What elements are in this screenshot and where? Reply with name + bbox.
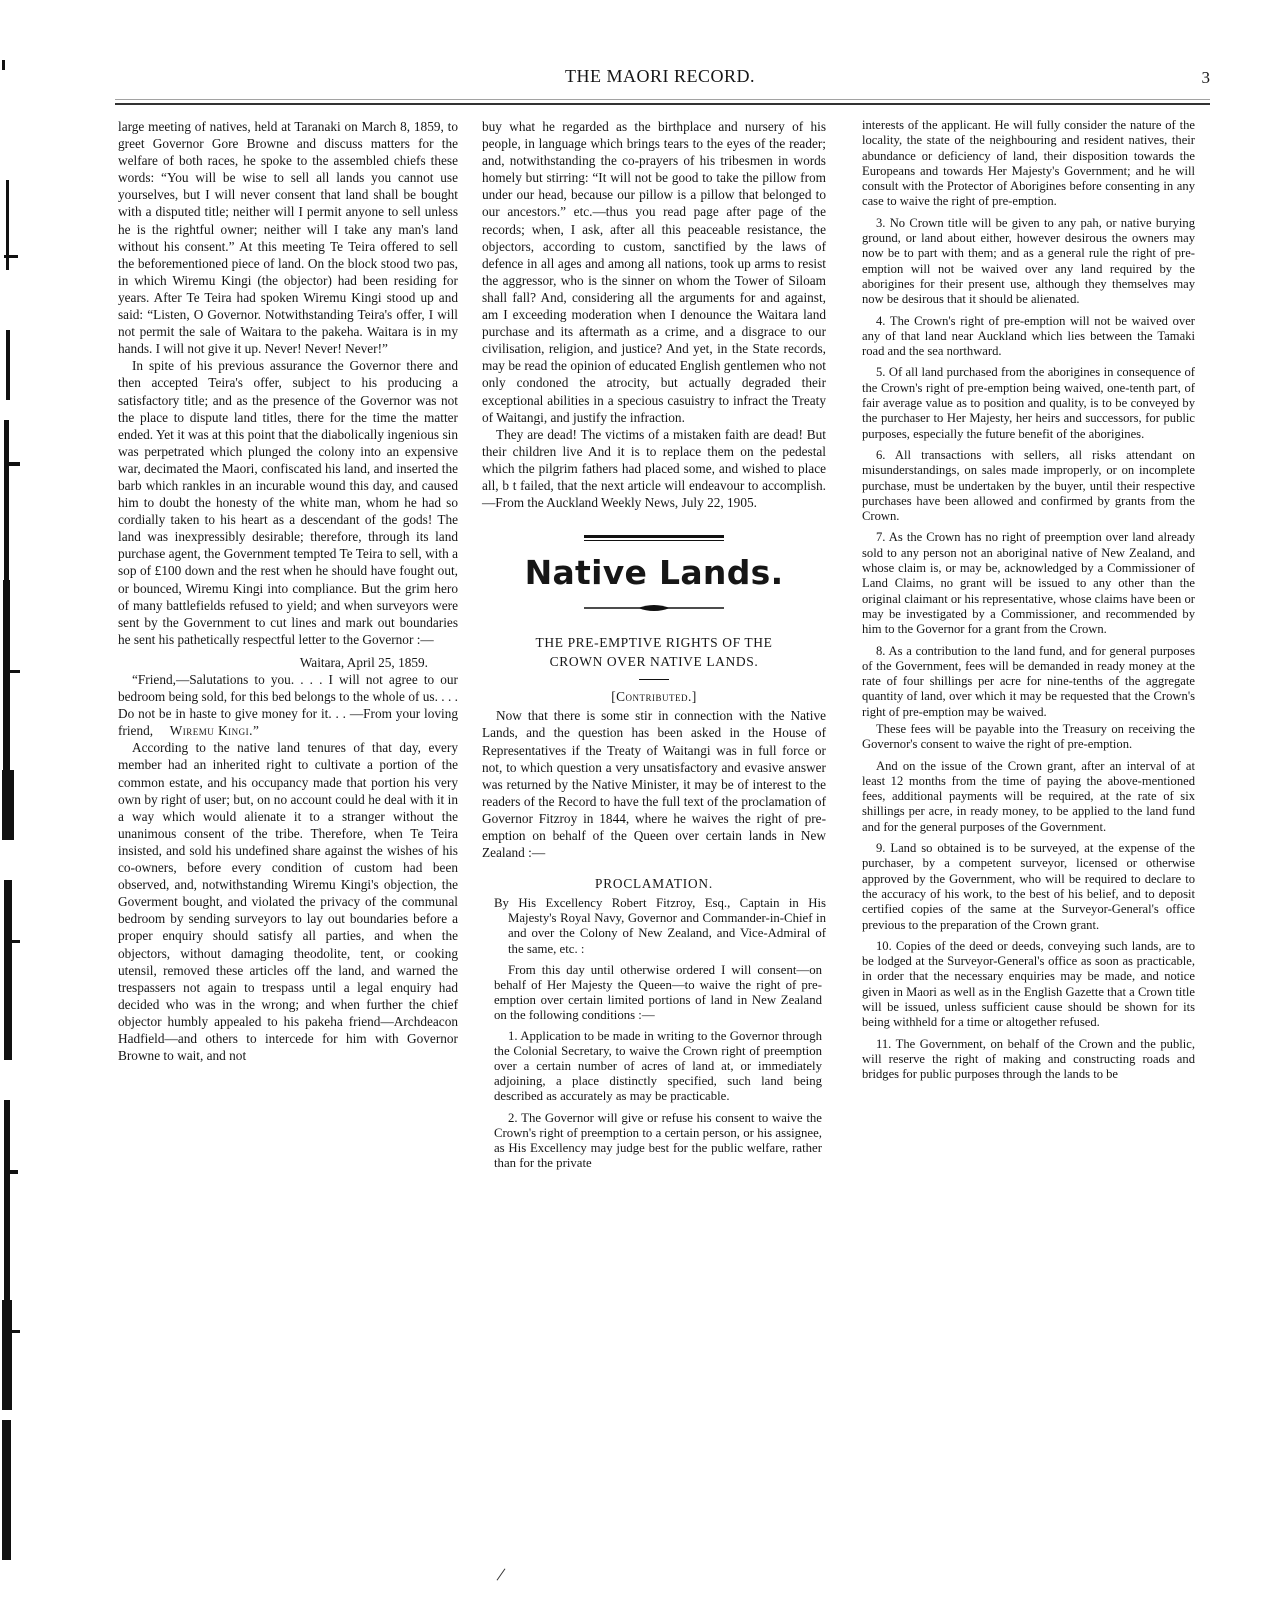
article-heading (482, 535, 826, 680)
body-paragraph: large meeting of natives, held at Taranaki on March 8, 1859, to greet Governor Gore Browne and discuss matters for the welfare of both races, he spoke to the assembled chiefs these words: “You will be wise to sell all lands you cannot use yourselves, but I will never consent that land shall be bought with a disputed title; neither will I permit anyone to sell unless he is the rightful owner; neither will I take any man's land without his consent.” At this meeting Te Teira offered to sell the beforementioned piece of land. On the block stood two pas, in which Wiremu Kingi (the objector) had been residing for years. After Te Teira had spoken Wiremu Kingi stood up and said: “Listen, O Governor. Notwithstanding Teira's offer, I will not permit the sale of Waitara to the pakeha. Waitara is in my hands. I will not give it up. Never! Never! Never!” (118, 119, 458, 357)
subtitle-line-1: THE PRE-EMPTIVE RIGHTS OF THE (535, 635, 773, 651)
condition-item: 1. Application to be made in writing to the Governor through the Colonial Secretary, to waive the Crown right of preemption over a certain number of acres of land at, or immediately adjoining, a place distinctly specified, such land being described as accurately as may be practicable. (494, 1029, 822, 1104)
proclamation-attribution: By His Excellency Robert Fitzroy, Esq., Captain in His Majesty's Royal Navy, Governor and Commander-in-Chief in and over the Colony of New Zealand, and Vice-Admiral of the same, etc. : (494, 896, 826, 956)
condition-item: 11. The Government, on behalf of the Crown and the public, will reserve the right of making and constructing roads and bridges for public purposes through the lands to be (862, 1036, 1195, 1082)
short-divider (639, 679, 669, 680)
condition-item: 2. The Governor will give or refuse his consent to waive the Crown's right of preemption to a certain person, or his assignee, as His Excellency may judge best for the public welfare, rather than for the private (494, 1110, 822, 1170)
article-intro: Now that there is some stir in connection with the Native Lands, and the question has been asked in the House of Representatives if the Treaty of Waitangi was in full force or not, to which question a very unsatisfactory and evasive answer was returned by the Native Minister, it may be of interest to the readers of the Record to have the full text of the proclamation of Governor Fitzroy in 1844, where he waives the right of pre-emption on behalf of the Queen over certain lands in New Zealand :— (482, 708, 826, 861)
body-paragraph: They are dead! The victims of a mistaken faith are dead! But their children live And it is to replace them on the pedestal which the pilgrim fathers had placed some, and wished to place all, b t failed, that the next article will endeavour to accomplish.—From the Auckland Weekly News, July 22, 1905. (482, 426, 826, 511)
column-2 (482, 118, 826, 1177)
scan-binding-edge (0, 0, 22, 1608)
fee-note: These fees will be payable into the Treasury on receiving the Governor's consent to waive the right of pre-emption. (862, 721, 1195, 752)
letter-dateline: Waitara, April 25, 1859. (299, 654, 428, 670)
header-rule-bottom (115, 103, 1210, 105)
header-rule-top (115, 99, 1210, 100)
condition-item: 7. As the Crown has no right of preemption over land already sold to any person not an aboriginal native of New Zealand, and whose claim is, or may be, acknowledged by a Commissioner of Land Claims, no grant will be issued to any other than the original claimant or his representative, whose claims have been or may be investigated by a Commissioner, and recommended by him to the Governor for a grant from the Crown. (862, 530, 1195, 637)
article-title: Native Lands. (524, 553, 784, 593)
condition-item: 6. All transactions with sellers, all risks attendant on misunderstandings, on sales made improperly, or on incomplete purchase, must be undertaken by the buyer, until their respective purchases have been allowed and confirmed by grants from the Crown. (862, 447, 1195, 524)
letter-signature: Wiremu Kingi.” (169, 723, 260, 739)
condition-continuation: interests of the applicant. He will fully consider the nature of the locality, the state of the neighbouring and resident natives, their abundance or deficiency of land, their disposition towards the Europeans and towards Her Majesty's Government; and he will consult with the Protector of Aborigines before consenting in any case to waive the right of pre-emption. (862, 118, 1195, 209)
letter-body: “Friend,—Salutations to you. . . . I will not agree to our bedroom being sold, for this bed belongs to the whole of us. . . . Do not be in haste to give money for it. . . —From your loving friend, (118, 672, 458, 739)
letter-quote (118, 671, 458, 739)
diamond-rule-ornament-icon (584, 601, 724, 615)
fee-note: And on the issue of the Crown grant, after an interval of at least 12 months from the time of paying the above-mentioned fees, additional payments will be required, at the rate of six shillings per acre, in ready money, to be applied to the land fund and for the general purposes of the Government. (862, 758, 1195, 834)
condition-item: 3. No Crown title will be given to any pah, or native burying ground, or land about either, however desirous the owners may now be to part with them; and as a general rule the right of pre-emption will not be waived over any land required by the aborigines for their present use, although they themselves may now be desirous that it should be alienated. (862, 215, 1195, 307)
page-number: 3 (1201, 68, 1210, 87)
proclamation-preamble: From this day until otherwise ordered I will consent—on behalf of Her Majesty the Queen—to waive the right of pre-emption over certain limited portions of land in New Zealand on the following conditions :— (494, 962, 822, 1022)
scan-stray-mark (497, 1568, 506, 1580)
masthead (110, 62, 1210, 92)
condition-item: 8. As a contribution to the land fund, and for general purposes of the Government, fees will be demanded in ready money at the rate of four shillings per acre for nine-tenths of the aggregate quantity of land, over which it may be requested that the Crown's right of pre-emption may be waived. (862, 643, 1195, 719)
article-subtitle (482, 633, 826, 671)
body-paragraph: buy what he regarded as the birthplace and nursery of his people, in language which brings tears to the eyes of the reader; and, notwithstanding the co-prayers of his tribesmen in words homely but stirring: “It will not be good to take the pillow from under our head, because our pillow is a pillow that belonged to our ancestors.” etc.—thus you read page after page of the records; when, I ask, after all this peaceable resistance, the objectors, according to custom, sanctified by the laws of defence in all ages and among all nations, took up arms to resist the aggressor, who is the sinner on whom the Tower of Siloam shall fall? And, considering all the arguments for and against, am I exceeding moderation when I denounce the Waitara land purchase and its aftermath as a crime, and a disgrace to our civilisation, religion, and justice? And yet, in the State records, may be read the opinion of educated English gentlemen who not only condoned the atrocity, but actually degraded their exceptional abilities in a specious casuistry to infract the Treaty of Waitangi, and justify the infraction. (482, 119, 826, 425)
publication-title: THE MAORI RECORD. (564, 66, 755, 86)
body-paragraph: In spite of his previous assurance the Governor there and then accepted Teira's offer, subject to his producing a satisfactory title; and as the presence of the Governor was not the place to dispute land titles, there for the time the matter ended. Yet it was at this point that the diabolically ingenious sin was perpetrated which plunged the colony into an expensive war, decimated the Maori, confiscated his land, and inserted the barb which rankles in an incurable wound this day, and caused him to doubt the honesty of the white man, whom he had so cordially taken to his heart as a descendant of the gods! The land was inexpressibly desirable; therefore, through its land purchase agent, the Government tempted Te Teira to sell, with a sop of £100 down and the rest when he should have fought out, or bounced, Wiremu Kingi into compliance. But the grim hero of many battlefields refused to yield; and when surveyors were sent by the Government to cut lines and mark out boundaries he sent his pathetically respectful letter to the Governor :— (118, 358, 458, 647)
column-1 (118, 118, 458, 1064)
condition-item: 5. Of all land purchased from the aborigines in consequence of the Crown's right of pre-emption being waived, one-tenth part, of fair average value as to position and quality, is to be conveyed by the purchaser to Her Majesty, her heirs and successors, for public purposes, especially the future benefit of the aborigines. (862, 365, 1195, 441)
subtitle-line-2: CROWN OVER NATIVE LANDS. (549, 654, 759, 670)
body-paragraph: According to the native land tenures of that day, every member had an inherited right to cultivate a portion of the common estate, and his occupancy made that portion his very own by right of user; but, on no account could he deal with it in a way which would alienate it to a stranger without the unanimous consent of the tribe. Therefore, when Te Teira insisted, and sold his undefined share against the wishes of his co-owners, before every condition of custom had been observed, and, notwithstanding Wiremu Kingi's objection, the Goverment bought, and violated the privacy of the communal bedroom by sending surveyors to lay out boundaries before a proper enquiry should satisfy all parties, and when the objectors, without damaging theodolite, tent, or cooking utensil, removed these articles off the land, and warned the trespassers not again to trespass until a legal enquiry had decided who was in the wrong; and when further the chief objector humbly appealed to his pakeha friend—Archdeacon Hadfield—and others to intercede for him with Governor Browne to wait, and not (118, 740, 458, 1064)
condition-item: 4. The Crown's right of pre-emption will not be waived over any of that land near Auckland which lies between the Tamaki road and the sea northward. (862, 313, 1195, 359)
article-byline: [Contributed.] (611, 689, 697, 705)
condition-item: 9. Land so obtained is to be surveyed, at the expense of the purchaser, by a competent surveyor, licensed or otherwise approved by the Government, who will be required to declare to the accuracy of his work, to the best of his belief, and to deposit certified copies of the same at the Surveyor-General's office previous to the preparation of the Crown grant. (862, 841, 1195, 932)
column-3 (862, 118, 1195, 1089)
heading-double-rule (584, 535, 724, 541)
proclamation-title: PROCLAMATION. (595, 876, 713, 892)
condition-item: 10. Copies of the deed or deeds, conveying such lands, are to be lodged at the Surveyor-General's office as soon as practicable, in order that the necessary enquiries may be made, and notice given in Maori as well as in the English Gazette that a Crown title will be issued, unless sufficient cause should be shown for its being withheld for a time or altogether refused. (862, 938, 1195, 1030)
